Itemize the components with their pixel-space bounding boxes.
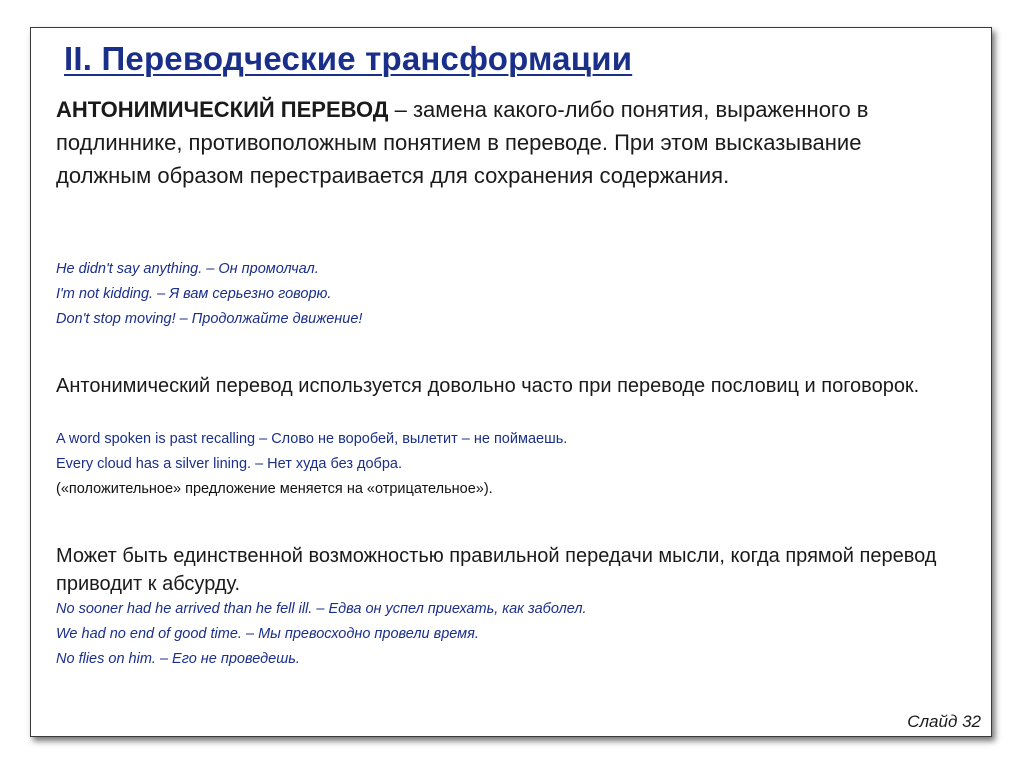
example-item: No flies on him. – Его не проведешь. bbox=[56, 651, 300, 667]
definition-paragraph bbox=[56, 93, 956, 192]
example-list-3 bbox=[56, 597, 587, 672]
slide-title: II. Переводческие трансформации bbox=[64, 40, 633, 77]
definition-text: – замена какого-либо понятия, выраженного в подлиннике, противоположным понятием в переводе. При этом высказывание должным образом перестраивается для сохранения содержания. bbox=[56, 97, 869, 188]
example-note: («положительное» предложение меняется на «отрицательное»). bbox=[56, 481, 493, 497]
example-item: I'm not kidding. – Я вам серьезно говорю. bbox=[56, 286, 332, 302]
example-item: He didn't say anything. – Он промолчал. bbox=[56, 261, 319, 277]
example-list-2 bbox=[56, 427, 567, 502]
example-item: No sooner had he arrived than he fell ill. – Едва он успел приехать, как заболел. bbox=[56, 601, 587, 617]
example-item: A word spoken is past recalling – Слово не воробей, вылетит – не поймаешь. bbox=[56, 431, 568, 447]
example-item: We had no end of good time. – Мы превосходно провели время. bbox=[56, 626, 479, 642]
definition-term: АНТОНИМИЧЕСКИЙ ПЕРЕВОД bbox=[56, 97, 389, 122]
absurd-paragraph: Может быть единственной возможностью правильной передачи мысли, когда прямой перевод приводит к абсурду. bbox=[56, 545, 937, 595]
example-list-1 bbox=[56, 257, 362, 332]
example-item: Don't stop moving! – Продолжайте движение! bbox=[56, 311, 363, 327]
slide-number: Слайд 32 bbox=[907, 712, 981, 731]
proverbs-paragraph: Антонимический перевод используется довольно часто при переводе пословиц и поговорок. bbox=[56, 375, 920, 397]
example-item: Every cloud has a silver lining. – Нет худа без добра. bbox=[56, 456, 403, 472]
